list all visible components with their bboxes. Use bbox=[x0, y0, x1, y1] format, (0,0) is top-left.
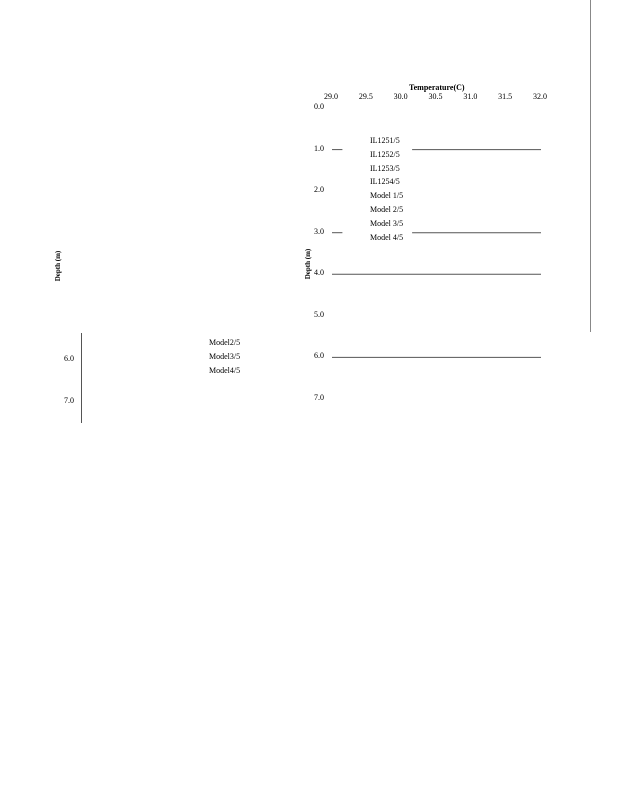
y-tick-label: 4.0 bbox=[314, 268, 324, 278]
x-tick-label: 31.5 bbox=[498, 92, 513, 101]
x-tick-label: 29.0 bbox=[324, 92, 338, 101]
page-edge-line bbox=[590, 0, 591, 332]
left-y-tick-label: 6.0 bbox=[64, 354, 74, 363]
x-axis-title: Temperature(C) bbox=[409, 83, 465, 92]
y-tick-label: 5.0 bbox=[314, 309, 324, 319]
x-tick-label: 30.5 bbox=[428, 92, 443, 101]
left-legend-entry: Model4/5 bbox=[209, 366, 241, 375]
legend-entry: IL1253/5 bbox=[370, 163, 400, 173]
legend-entry: IL1254/5 bbox=[370, 177, 400, 187]
x-tick-label: 30.0 bbox=[393, 92, 408, 101]
legend-entry: Model 2/5 bbox=[370, 205, 404, 214]
legend-entry: Model 3/5 bbox=[370, 218, 404, 228]
y-tick-label: 0.0 bbox=[314, 102, 324, 111]
legend-entry: Model 4/5 bbox=[370, 232, 404, 242]
y-tick-label: 3.0 bbox=[314, 226, 324, 236]
x-tick-label: 31.0 bbox=[463, 92, 478, 101]
x-tick-label: 29.5 bbox=[358, 92, 373, 101]
legend-entry: Model 1/5 bbox=[370, 191, 404, 201]
left-legend-entry: Model2/5 bbox=[209, 338, 241, 347]
legend-entry: IL1252/5 bbox=[370, 149, 400, 159]
legend-entry: IL1251/5 bbox=[370, 136, 400, 145]
y-axis-title: Depth (m) bbox=[304, 248, 312, 280]
left-y-tick-label: 7.0 bbox=[64, 396, 74, 405]
y-tick-label: 1.0 bbox=[314, 143, 324, 153]
x-tick-label: 32.0 bbox=[533, 92, 547, 101]
y-tick-label: 6.0 bbox=[314, 351, 324, 361]
y-tick-label: 2.0 bbox=[314, 185, 324, 195]
left-legend-entry: Model3/5 bbox=[209, 352, 241, 361]
y-tick-label: 7.0 bbox=[314, 393, 324, 402]
left-y-axis-label: Depth (m) bbox=[54, 250, 62, 282]
